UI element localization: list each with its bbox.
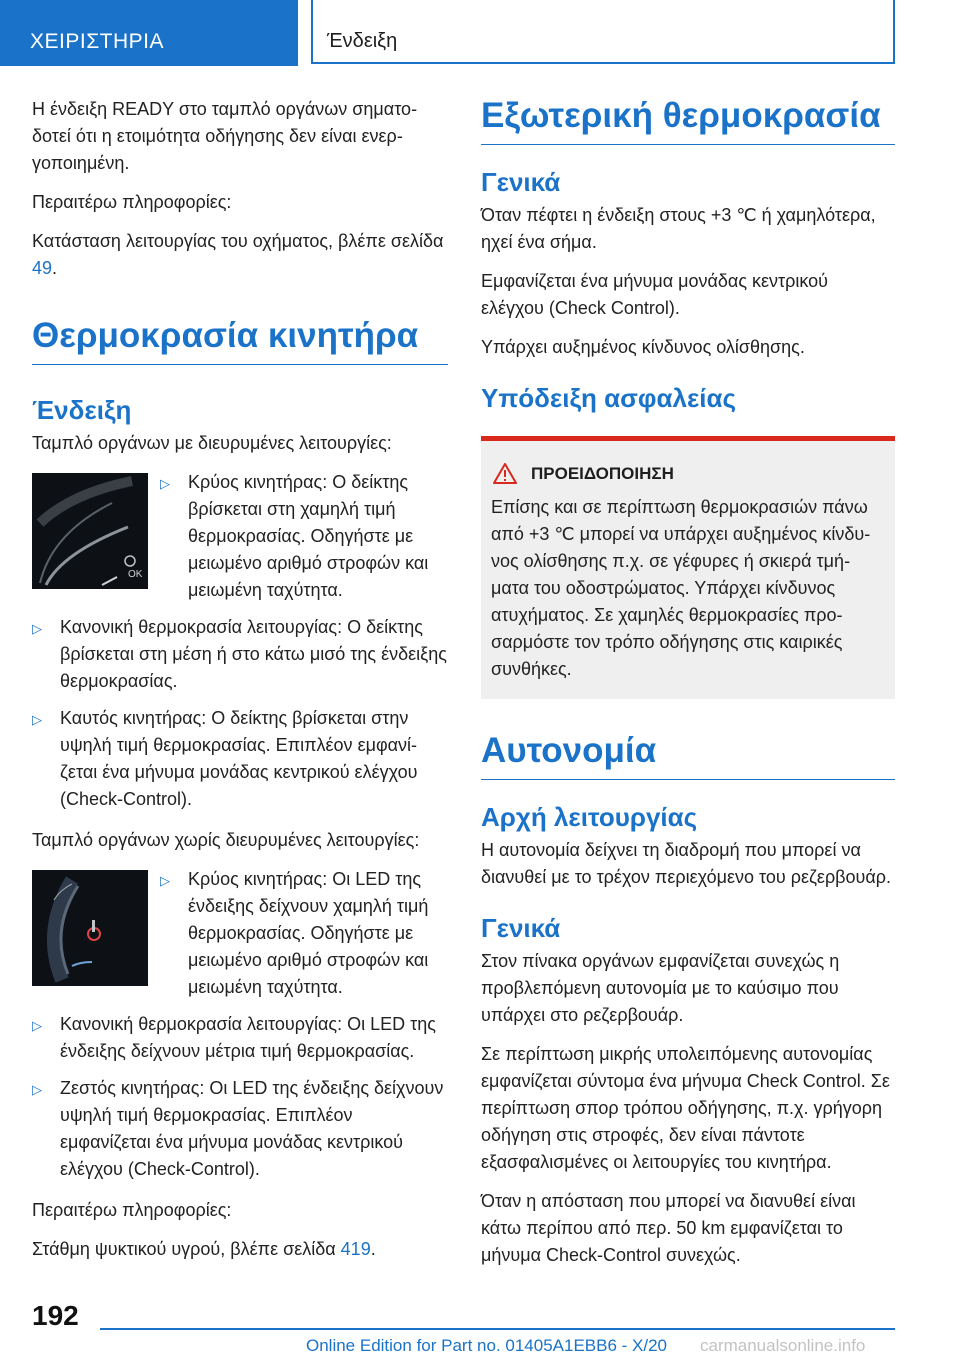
bullet-triangle-icon: ▷ xyxy=(160,476,170,491)
principle-paragraph: Η αυτονομία δείχνει τη διαδρομή που μπορεί να διανυθεί με το τρέχον περιεχόμενο του ρεζερβουάρ. xyxy=(481,840,892,887)
more-info-label: Περαιτέρω πληροφορίες: xyxy=(32,192,232,212)
bullet-triangle-icon: ▷ xyxy=(32,621,42,636)
bullet-normal-temperature xyxy=(32,614,448,695)
section-title: ΧΕΙΡΙΣΤΗΡΙΑ xyxy=(30,30,165,53)
bullet-text: Κανονική θερμοκρασία λειτουργίας: Ο δείκτης βρίσκεται στη μέση ή στο κάτω μισό της ένδειξης θερμοκρασίας. xyxy=(60,617,447,691)
coolant-paragraph xyxy=(32,1236,448,1263)
general2-paragraph-1: Στον πίνακα οργάνων εμφανίζεται συνεχώς η προβλεπόμενη αυτονομία με το καύσιμο που υπάρχει στο ρεζερβουάρ. xyxy=(481,951,840,1025)
chapter-title: Ένδειξη xyxy=(327,30,398,52)
with-functions-label: Ταμπλό οργάνων με διευρυμένες λειτουργίες: xyxy=(32,433,392,453)
footer-divider xyxy=(100,1328,895,1330)
figure-row-2 xyxy=(32,866,448,1011)
bullet-hot-engine-led xyxy=(32,1075,448,1183)
bullet-text: Κρύος κινητήρας: Ο δείκτης βρίσκεται στη χαμηλή τιμή θερμοκρασίας. Οδηγήστε με μειωμένο αριθμό στροφών και μειωμένη ταχύτητα. xyxy=(188,472,429,600)
more-info-label-2: Περαιτέρω πληροφορίες: xyxy=(32,1200,232,1220)
instrument-cluster-image xyxy=(32,473,148,589)
chapter-tab xyxy=(311,0,895,64)
more-info-paragraph xyxy=(32,228,448,282)
general2-paragraph-2: Σε περίπτωση μικρής υπολειπόμενης αυτονομίας εμφανίζεται σύντομα ένα μήνυμα Check Control. Σε περίπτωση σπορ τρόπου οδήγησης, π.χ. γρήγορη οδήγηση στις στροφές, δεν είναι πάντοτε εξασφαλισμένες οι λειτουργίες του κινητήρα. xyxy=(481,1044,890,1172)
bullet-text: Κανονική θερμοκρασία λειτουργίας: Οι LED της ένδειξης δείχνουν μέτρια τιμή θερμοκρασίας. xyxy=(60,1014,436,1061)
heading-principle: Αρχή λειτουργίας xyxy=(481,802,698,832)
general2-paragraph-3: Όταν η απόσταση που μπορεί να διανυθεί είναι κάτω περίπου από περ. 50 km εμφανίζεται το μήνυμα Check-Control συνεχώς. xyxy=(481,1191,856,1265)
bullet-text: Κρύος κινητήρας: Οι LED της ένδειξης δείχνουν χαμηλή τιμή θερμοκρασίας. Οδηγήστε με μειωμένο αριθμό στροφών και μειωμένη ταχύτητα. xyxy=(188,869,429,997)
warning-text: Επίσης και σε περίπτωση θερμοκρασιών πάνω από +3 ℃ μπορεί να υπάρχει αυξημένος κίνδυνος ολίσθησης π.χ. σε γέφυρες ή σκιερά τμήματα του οδοστρώματος. Υπάρχει κίνδυνος ατυχήματος. Σε χαμηλές θερμοκρασίες προσαρμόστε τον τρόπο οδήγησης στις καιρικές συνθήκες. xyxy=(491,497,871,679)
general-paragraph-3: Υπάρχει αυξημένος κίνδυνος ολίσθησης. xyxy=(481,337,805,357)
general-paragraph-1: Όταν πέφτει η ένδειξη στους +3 ℃ ή χαμηλότερα, ηχεί ένα σήμα. xyxy=(481,205,876,252)
coolant-text: Στάθμη ψυκτικού υγρού, βλέπε σελίδα xyxy=(32,1239,341,1259)
bullet-cold-engine-led xyxy=(160,866,448,1001)
gauge-illustration xyxy=(32,473,148,589)
page-link-419[interactable]: 419 xyxy=(340,1239,371,1259)
ok-label: OK xyxy=(128,569,143,580)
bullet-triangle-icon: ▷ xyxy=(160,873,170,888)
bullet-triangle-icon: ▷ xyxy=(32,1082,42,1097)
general-paragraph-2: Εμφανίζεται ένα μήνυμα μονάδας κεντρικού ελέγχου (Check Control). xyxy=(481,271,829,318)
period: . xyxy=(370,1239,376,1259)
led-cluster-image xyxy=(32,870,148,986)
bullet-text: Ζεστός κινητήρας: Οι LED της ένδειξης δείχνουν υψηλή τιμή θερμοκρασίας. Επιπλέον εμφανίζεται ένα μήνυμα μονάδας κεντρικού ελέγχου (Check-Control). xyxy=(60,1078,444,1179)
edition-label: Online Edition for Part no. 01405A1EBB6 - X/20 xyxy=(306,1336,668,1355)
bullet-triangle-icon: ▷ xyxy=(32,1018,42,1033)
without-functions-label: Ταμπλό οργάνων χωρίς διευρυμένες λειτουργίες: xyxy=(32,830,420,850)
heading-range: Αυτονομία xyxy=(481,731,895,780)
right-column xyxy=(481,96,895,1281)
heading-general: Γενικά xyxy=(481,167,561,197)
heading-engine-temperature: Θερμοκρασία κινητήρα xyxy=(32,316,448,365)
bullet-triangle-icon: ▷ xyxy=(32,712,42,727)
heading-safety-note: Υπόδειξη ασφαλείας xyxy=(481,383,737,413)
period: . xyxy=(52,258,58,278)
bullet-hot-engine xyxy=(32,705,448,813)
warning-header xyxy=(491,463,879,484)
heading-general-2: Γενικά xyxy=(481,913,561,943)
left-column xyxy=(32,96,448,1275)
bullet-text: Καυτός κινητήρας: Ο δείκτης βρίσκεται στην υψηλή τιμή θερμοκρασίας. Επιπλέον εμφανίζεται ένα μήνυμα μονάδας κεντρικού ελέγχου (Check-Control). xyxy=(60,708,418,809)
warning-title: ΠΡΟΕΙΔΟΠΟΙΗΣΗ xyxy=(531,463,674,483)
page-number: 192 xyxy=(32,1300,79,1331)
bullet-normal-temperature-led xyxy=(32,1011,448,1065)
led-gauge-illustration xyxy=(32,870,148,986)
section-tab xyxy=(0,0,298,66)
page-link-49[interactable]: 49 xyxy=(32,258,53,278)
watermark: carmanualsonline.info xyxy=(700,1336,866,1355)
bullet-cold-engine xyxy=(160,469,448,604)
heading-outside-temperature: Εξωτερική θερμοκρασία xyxy=(481,96,895,145)
warning-box xyxy=(481,436,895,699)
more-info-text: Κατάσταση λειτουργίας του οχήματος, βλέπε σελίδα xyxy=(32,231,444,251)
intro-paragraph: Η ένδειξη READY στο ταμπλό οργάνων σηματοδοτεί ότι η ετοιμότητα οδήγησης δεν είναι ενεργοποιημένη. xyxy=(32,99,418,173)
warning-triangle-icon xyxy=(493,463,517,484)
figure-row-1 xyxy=(32,469,448,614)
heading-indicator: Ένδειξη xyxy=(32,395,132,425)
